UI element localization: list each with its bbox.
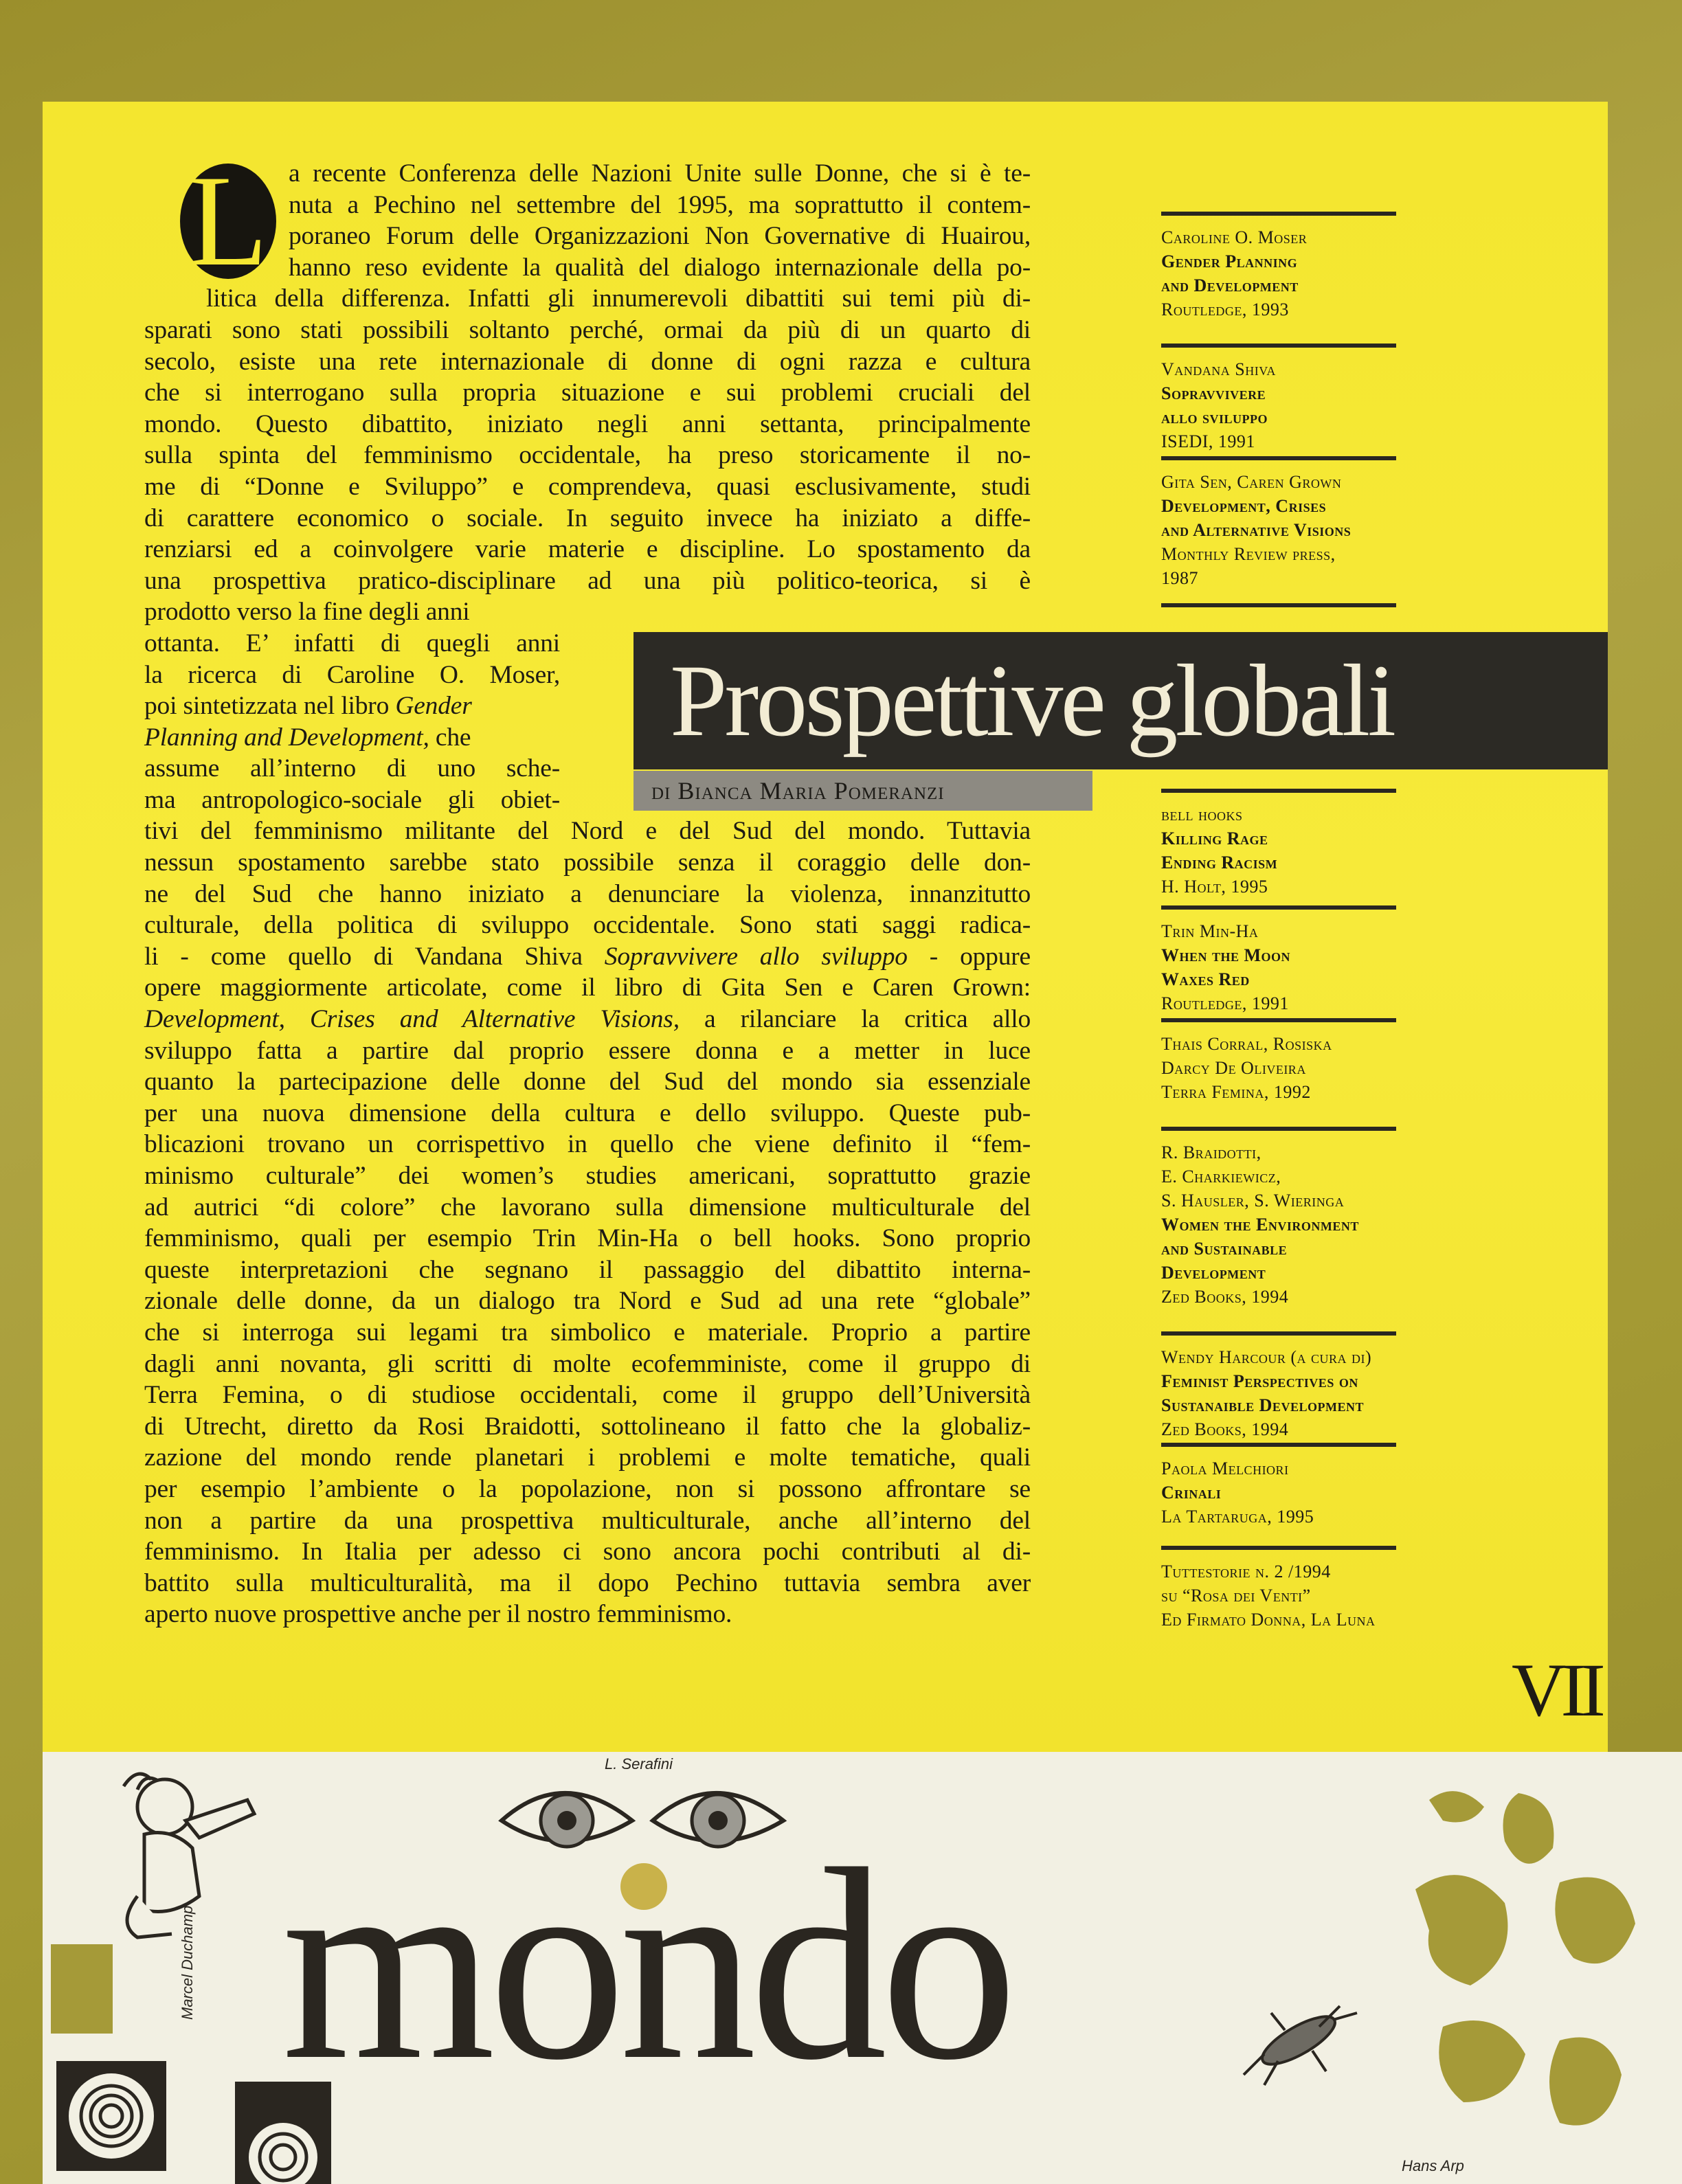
page-number: VII bbox=[1512, 1648, 1600, 1732]
bibliography-line: su “Rosa dei Venti” bbox=[1161, 1586, 1311, 1606]
bibliography-line: Gita Sen, Caren Grown bbox=[1161, 472, 1342, 492]
bibliography-line: Gender Planning bbox=[1161, 251, 1298, 271]
article-line: la ricerca di Caroline O. Moser, bbox=[144, 660, 560, 689]
italic-title: Gender bbox=[395, 692, 472, 721]
bibliography-entry bbox=[1161, 1546, 1396, 1632]
bibliography-line: Monthly Review press, bbox=[1161, 544, 1336, 564]
article-line: a recente Conferenza delle Nazioni Unite sulle Donne, che si è te- bbox=[289, 159, 1031, 188]
bibliography-line: bell hooks bbox=[1161, 804, 1243, 824]
article-line: li - come quello di Vandana Shiva Sopravvivere allo sviluppo - oppure bbox=[144, 942, 1031, 971]
article-line: nuta a Pechino nel settembre del 1995, ma soprattutto il contem- bbox=[289, 190, 1031, 219]
article-line: litica della differenza. Infatti gli innumerevoli dibattiti sui temi più di- bbox=[206, 284, 1031, 313]
bibliography-line: R. Braidotti, bbox=[1161, 1142, 1262, 1162]
article-line: ottanta. E’ infatti di quegli anni bbox=[144, 629, 560, 657]
article-line: nessun spostamento sarebbe stato possibile senza il coraggio delle don- bbox=[144, 848, 1031, 877]
bibliography-line: Zed Books, 1994 bbox=[1161, 1287, 1289, 1307]
article-line: tivi del femminismo militante del Nord e del Sud del mondo. Tuttavia bbox=[144, 817, 1031, 846]
bibliography-line: Routledge, 1991 bbox=[1161, 993, 1289, 1013]
bibliography-line: Sustanaible Development bbox=[1161, 1395, 1364, 1415]
bibliography-line: Paola Melchiori bbox=[1161, 1459, 1289, 1478]
article-line: me di “Donne e Sviluppo” e comprendeva, quasi esclusivamente, studi bbox=[144, 472, 1031, 501]
article-line: queste interpretazioni che segnano il passaggio del dibattito interna- bbox=[144, 1255, 1031, 1284]
italic-title: Planning and Development, bbox=[144, 723, 429, 752]
article-line: che si interroga sui legami tra simbolico e materiale. Proprio a partire bbox=[144, 1318, 1031, 1347]
article-line: minismo culturale” dei women’s studies americani, soprattutto grazie bbox=[144, 1162, 1031, 1190]
bibliography-line: Crinali bbox=[1161, 1483, 1222, 1502]
article-line: sparati sono stati possibili soltanto perché, ormai da più di un quarto di bbox=[144, 315, 1031, 344]
article-body bbox=[144, 158, 1031, 1630]
bibliography-line: Darcy De Oliveira bbox=[1161, 1058, 1306, 1078]
bibliography-line: La Tartaruga, 1995 bbox=[1161, 1507, 1314, 1527]
bibliography-line: Ending Racism bbox=[1161, 853, 1278, 873]
bibliography-line: Routledge, 1993 bbox=[1161, 300, 1289, 319]
article-line: assume all’interno di uno sche- bbox=[144, 754, 560, 783]
bibliography-entry bbox=[1161, 1127, 1396, 1309]
credit-serafini: L. Serafini bbox=[605, 1755, 673, 1772]
bibliography-line: Zed Books, 1994 bbox=[1161, 1419, 1289, 1439]
article-line: mondo. Questo dibattito, iniziato negli anni settanta, principalmente bbox=[144, 409, 1031, 438]
bibliography-entry bbox=[1161, 1443, 1396, 1529]
insect-illustration bbox=[1237, 1992, 1360, 2089]
article-line: una prospettiva pratico-disciplinare ad una più politico-teorica, si è bbox=[144, 566, 1031, 595]
bibliography-line: and Development bbox=[1161, 275, 1299, 295]
article-line: Development, Crises and Alternative Visions, a rilanciare la critica allo bbox=[144, 1005, 1031, 1034]
bibliography-line: When the Moon bbox=[1161, 945, 1291, 965]
article-line: dagli anni novanta, gli scritti di molte ecofemministe, come il gruppo di bbox=[144, 1349, 1031, 1378]
bibliography-line: E. Charkiewicz, bbox=[1161, 1167, 1281, 1186]
bibliography-line: Development, Crises bbox=[1161, 496, 1327, 516]
article-line: ad autrici “di colore” che lavorano sulla dimensione multiculturale del bbox=[144, 1193, 1031, 1222]
article-line: opere maggiormente articolate, come il libro di Gita Sen e Caren Grown: bbox=[144, 973, 1031, 1002]
article-line: che si interrogano sulla propria situazione e sui problemi cruciali del bbox=[144, 379, 1031, 407]
bibliography-entry bbox=[1161, 212, 1396, 322]
italic-title: Development, Crises and Alternative Visions, bbox=[144, 1005, 680, 1034]
bibliography-line: allo sviluppo bbox=[1161, 407, 1268, 427]
bibliography-line: Wendy Harcour (a cura di) bbox=[1161, 1347, 1372, 1367]
bibliography-line: and Sustainable bbox=[1161, 1239, 1288, 1259]
article-line: renziarsi ed a coinvolgere varie materie e discipline. Lo spostamento da bbox=[144, 535, 1031, 564]
bibliography-line: Ed Firmato Donna, La Luna bbox=[1161, 1610, 1376, 1630]
article-line: sviluppo fatta a partire dal proprio essere donna e a metter in luce bbox=[144, 1036, 1031, 1065]
byline: di Bianca Maria Pomeranzi bbox=[651, 777, 945, 804]
bibliography-line: Tuttestorie n. 2 /1994 bbox=[1161, 1562, 1331, 1581]
article-line: poi sintetizzata nel libro Gender bbox=[144, 692, 472, 721]
bibliography-entry bbox=[1161, 1018, 1396, 1104]
bibliography-line: Thais Corral, Rosiska bbox=[1161, 1034, 1332, 1054]
bibliography-line: Development bbox=[1161, 1263, 1266, 1283]
credit-duchamp: Marcel Duchamp bbox=[179, 1905, 196, 2020]
italic-title: Sopravvivere allo sviluppo bbox=[604, 942, 908, 971]
article-line: sulla spinta del femminismo occidentale, ha preso storicamente il no- bbox=[144, 441, 1031, 470]
article-line: battito sulla multiculturalità, ma il dopo Pechino tuttavia sembra aver bbox=[144, 1568, 1031, 1597]
bibliography-entry bbox=[1161, 789, 1396, 899]
bibliography-line: Waxes Red bbox=[1161, 969, 1250, 989]
article-line: per una nuova dimensione della cultura e dello sviluppo. Queste pub- bbox=[144, 1099, 1031, 1127]
article-line: blicazioni trovano un corrispettivo in quello che viene definito il “fem- bbox=[144, 1130, 1031, 1159]
article-line: di carattere economico o sociale. In seguito invece ha iniziato a diffe- bbox=[144, 504, 1031, 532]
article-line: ne del Sud che hanno iniziato a denunciare la violenza, innanzitutto bbox=[144, 879, 1031, 908]
credit-arp: Hans Arp bbox=[1402, 2157, 1464, 2174]
drop-cap: L bbox=[180, 164, 276, 279]
bibliography-line: Vandana Shiva bbox=[1161, 359, 1276, 379]
article-line: hanno reso evidente la qualità del dialogo internazionale della po- bbox=[289, 253, 1031, 282]
article-line: di Utrecht, diretto da Rosi Braidotti, sottolineano il fatto che la globaliz- bbox=[144, 1412, 1031, 1441]
bibliography-line: H. Holt, 1995 bbox=[1161, 877, 1268, 897]
article-line: ma antropologico-sociale gli obiet- bbox=[144, 785, 560, 814]
article-line: aperto nuove prospettive anche per il nostro femminismo. bbox=[144, 1600, 732, 1629]
bibliography-line: Killing Rage bbox=[1161, 829, 1268, 848]
bibliography-line: Feminist Perspectives on bbox=[1161, 1371, 1358, 1391]
article-line: Planning and Development, che bbox=[144, 723, 471, 752]
article-line: quanto la partecipazione delle donne del Sud del mondo sia essenziale bbox=[144, 1068, 1031, 1096]
bibliography-line: Women the Environment bbox=[1161, 1215, 1359, 1235]
bibliography-line: and Alternative Visions bbox=[1161, 520, 1352, 540]
bibliography-line: 1987 bbox=[1161, 568, 1198, 588]
article-line: femminismo, quali per esempio Trin Min-Ha o bell hooks. Sono proprio bbox=[144, 1224, 1031, 1253]
article-line: culturale, della politica di sviluppo occidentale. Sono stati saggi radica- bbox=[144, 911, 1031, 940]
mondo-logo: mondo bbox=[282, 1812, 1011, 2117]
page-title: Prospettive globali bbox=[670, 644, 1394, 758]
article-line: secolo, esiste una rete internazionale di donne di ogni razza e cultura bbox=[144, 347, 1031, 376]
article-line: poraneo Forum delle Organizzazioni Non Governative di Huairou, bbox=[289, 222, 1031, 251]
bibliography-rule bbox=[1161, 603, 1396, 607]
article-line: zionale delle donne, da un dialogo tra Nord e Sud ad una rete “globale” bbox=[144, 1287, 1031, 1316]
article-line: femminismo. In Italia per adesso ci sono ancora pochi contributi al di- bbox=[144, 1538, 1031, 1566]
bibliography-line: Sopravvivere bbox=[1161, 383, 1266, 403]
article-line: zazione del mondo rende planetari i problemi e molte tematiche, quali bbox=[144, 1443, 1031, 1472]
bibliography-line: S. Hausler, S. Wieringa bbox=[1161, 1191, 1345, 1211]
article-line: Terra Femina, o di studiose occidentali, come il gruppo dell’Università bbox=[144, 1381, 1031, 1410]
article-line: prodotto verso la fine degli anni bbox=[144, 598, 470, 627]
bibliography-line: Terra Femina, 1992 bbox=[1161, 1082, 1311, 1102]
bibliography-entry bbox=[1161, 905, 1396, 1015]
bibliography-entry bbox=[1161, 1331, 1396, 1441]
bibliography-entry bbox=[1161, 456, 1396, 590]
article-line: non a partire da una prospettiva multiculturale, anche all’interno del bbox=[144, 1506, 1031, 1535]
arp-shapes-art bbox=[1402, 1779, 1663, 2164]
bibliography-line: Caroline O. Moser bbox=[1161, 227, 1308, 247]
bibliography-line: ISEDI, 1991 bbox=[1161, 431, 1255, 451]
bibliography-line: Trin Min-Ha bbox=[1161, 921, 1259, 941]
article-line: per esempio l’ambiente o la popolazione, non si possono affrontare se bbox=[144, 1474, 1031, 1503]
bibliography-entry bbox=[1161, 344, 1396, 453]
